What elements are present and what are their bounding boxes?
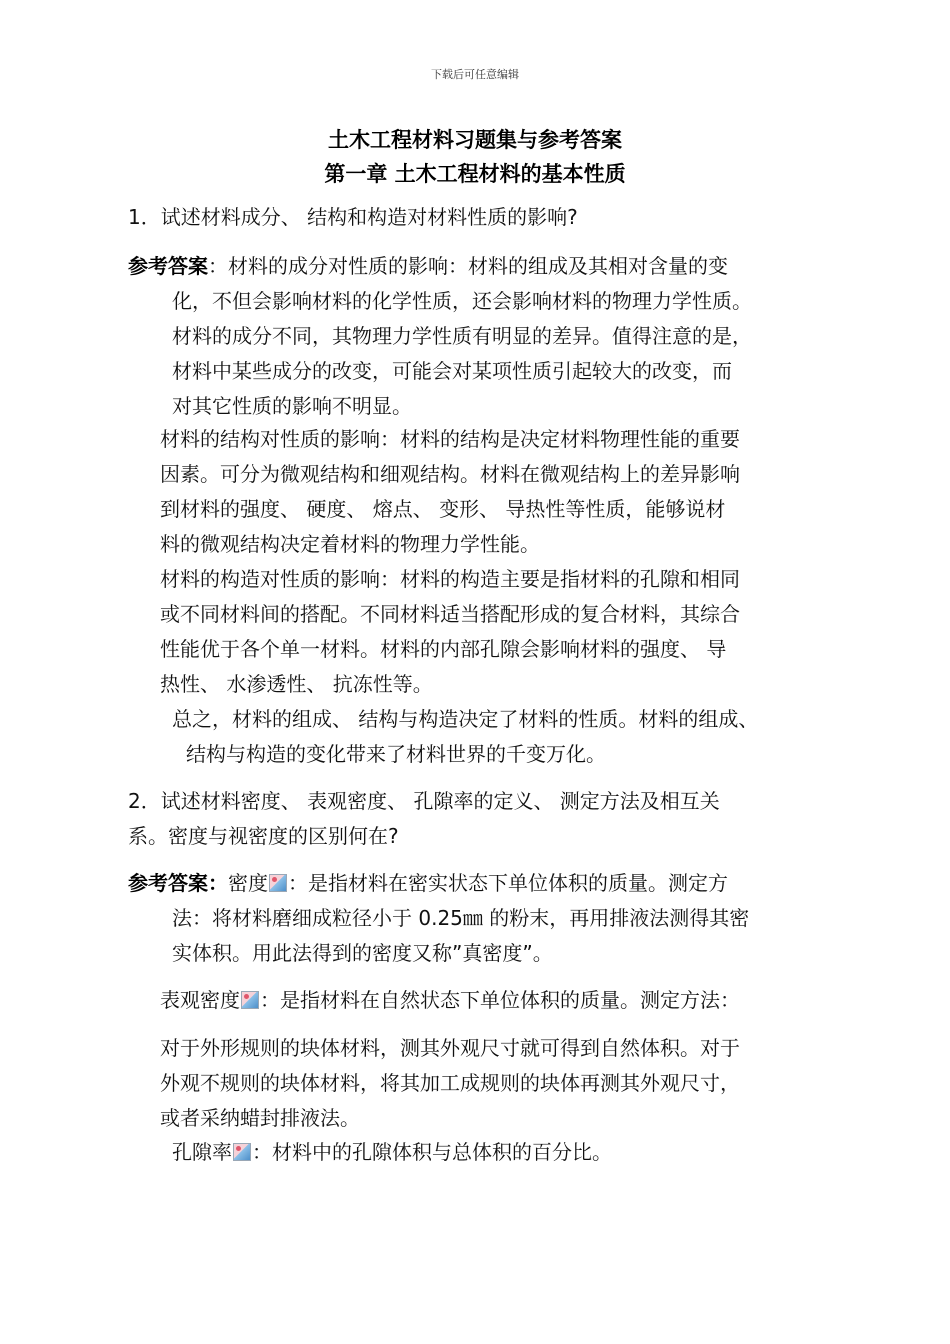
- construction-line-4: 热性、 水渗透性、 抗冻性等。: [160, 672, 433, 696]
- summary-line-1: 总之，材料的组成、 结构与构造决定了材料的性质。材料的组成、: [172, 707, 759, 731]
- construction-line-3: 性能优于各个单一材料。材料的内部孔隙会影响材料的强度、 导: [160, 637, 727, 661]
- porosity-line: [172, 1139, 612, 1165]
- answer-1-line-5: 对其它性质的影响不明显。: [172, 394, 412, 418]
- apparent-density-line-2: 对于外形规则的块体材料，测其外观尺寸就可得到自然体积。对于: [160, 1036, 740, 1060]
- answer-2-line-1: [128, 870, 728, 896]
- question-2-line-2: 系。密度与视密度的区别何在?: [128, 824, 399, 848]
- apparent-density-term: 表观密度: [160, 988, 240, 1012]
- answer-label: 参考答案: [128, 254, 208, 278]
- apparent-density-line-4: 或者采纳蜡封排液法。: [160, 1106, 360, 1130]
- header-note: 下载后可任意编辑: [431, 68, 519, 81]
- construction-line-1: 材料的构造对性质的影响：材料的构造主要是指材料的孔隙和相同: [160, 567, 740, 591]
- density-line-2: 法：将材料磨细成粒径小于 0.25㎜ 的粉末，再用排液法测得其密: [172, 906, 750, 930]
- porosity-term: 孔隙率: [172, 1140, 232, 1164]
- structure-line-4: 料的微观结构决定着材料的物理力学性能。: [160, 532, 540, 556]
- apparent-density-line-1: [160, 987, 740, 1013]
- broken-image-icon: [241, 991, 259, 1009]
- answer-1-text: ：材料的成分对性质的影响：材料的组成及其相对含量的变: [208, 254, 728, 278]
- answer-1-line-2: 化，不但会影响材料的化学性质，还会影响材料的物理力学性质。: [172, 289, 752, 313]
- document-title: 土木工程材料习题集与参考答案: [328, 128, 622, 152]
- apparent-density-definition: ：是指材料在自然状态下单位体积的质量。测定方法：: [260, 988, 740, 1012]
- answer-label-2: 参考答案：: [128, 871, 228, 895]
- apparent-density-line-3: 外观不规则的块体材料，将其加工成规则的块体再测其外观尺寸，: [160, 1071, 740, 1095]
- answer-1-line-3: 材料的成分不同，其物理力学性质有明显的差异。值得注意的是，: [172, 324, 752, 348]
- density-definition: ：是指材料在密实状态下单位体积的质量。测定方: [288, 871, 728, 895]
- porosity-definition: ：材料中的孔隙体积与总体积的百分比。: [252, 1140, 612, 1164]
- structure-line-2: 因素。可分为微观结构和细观结构。材料在微观结构上的差异影响: [160, 462, 740, 486]
- structure-line-1: 材料的结构对性质的影响：材料的结构是决定材料物理性能的重要: [160, 427, 740, 451]
- construction-line-2: 或不同材料间的搭配。不同材料适当搭配形成的复合材料，其综合: [160, 602, 740, 626]
- answer-1-line-4: 材料中某些成分的改变，可能会对某项性质引起较大的改变，而: [172, 359, 732, 383]
- broken-image-icon: [233, 1143, 251, 1161]
- broken-image-icon: [269, 874, 287, 892]
- density-term: 密度: [228, 871, 268, 895]
- question-2-line-1: 2．试述材料密度、 表观密度、 孔隙率的定义、 测定方法及相互关: [128, 789, 720, 813]
- chapter-title: 第一章 土木工程材料的基本性质: [324, 162, 626, 186]
- summary-line-2: 结构与构造的变化带来了材料世界的千变万化。: [186, 742, 606, 766]
- structure-line-3: 到材料的强度、 硬度、 熔点、 变形、 导热性等性质，能够说材: [160, 497, 726, 521]
- answer-1-line-1: [128, 253, 728, 279]
- question-1: 1．试述材料成分、 结构和构造对材料性质的影响?: [128, 205, 578, 229]
- density-line-3: 实体积。用此法得到的密度又称”真密度”。: [172, 941, 553, 965]
